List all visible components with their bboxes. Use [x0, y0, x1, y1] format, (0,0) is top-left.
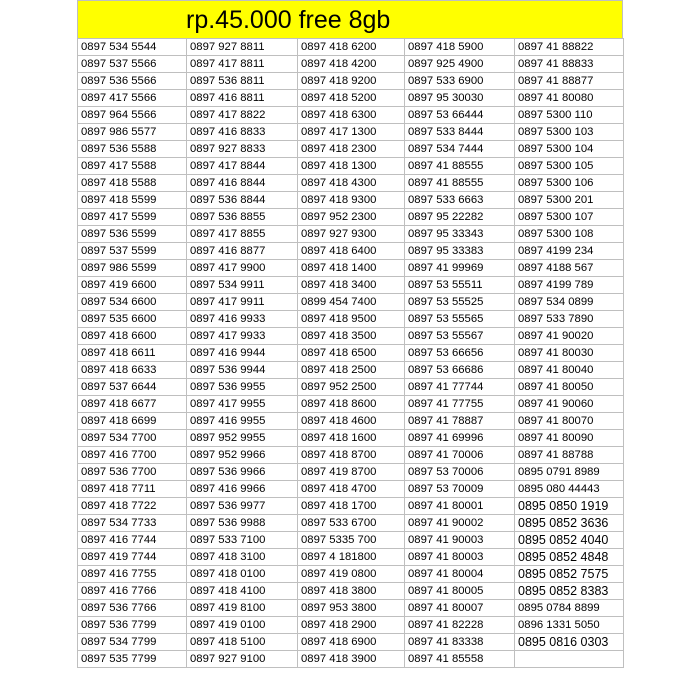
phone-number-table: [77, 38, 624, 668]
phone-number-cell: 0897 419 8100: [187, 600, 298, 617]
phone-number-cell: 0897 952 2500: [298, 379, 405, 396]
phone-number-cell: 0897 41 88788: [515, 447, 624, 464]
phone-number-cell: 0897 417 8822: [187, 107, 298, 124]
phone-number-cell: 0897 537 5599: [78, 243, 187, 260]
table-row: [78, 396, 624, 413]
phone-number-cell: 0897 418 8600: [298, 396, 405, 413]
phone-number-cell: 0897 537 5566: [78, 56, 187, 73]
phone-number-cell: 0897 5300 107: [515, 209, 624, 226]
phone-number-cell: 0897 534 7733: [78, 515, 187, 532]
table-row: [78, 583, 624, 600]
phone-number-cell: 0897 419 7744: [78, 549, 187, 566]
phone-number-cell: 0897 536 9988: [187, 515, 298, 532]
phone-number-cell: 0897 41 88822: [515, 39, 624, 56]
phone-number-cell: 0897 418 1300: [298, 158, 405, 175]
phone-number-cell: 0897 986 5577: [78, 124, 187, 141]
phone-number-cell: 0897 419 8700: [298, 464, 405, 481]
table-row: [78, 277, 624, 294]
phone-number-cell: 0897 4199 234: [515, 243, 624, 260]
phone-number-cell: 0897 418 3100: [187, 549, 298, 566]
phone-number-cell: 0897 41 80080: [515, 90, 624, 107]
phone-number-cell: 0897 418 6677: [78, 396, 187, 413]
phone-number-cell: 0897 537 6644: [78, 379, 187, 396]
phone-number-cell: 0897 534 7700: [78, 430, 187, 447]
phone-number-cell: 0897 5300 105: [515, 158, 624, 175]
table-row: [78, 294, 624, 311]
phone-number-cell: 0897 535 6600: [78, 311, 187, 328]
phone-number-cell: 0897 41 80040: [515, 362, 624, 379]
phone-number-cell: 0897 418 2300: [298, 141, 405, 158]
phone-number-cell: 0897 41 80050: [515, 379, 624, 396]
phone-number-cell: 0897 536 7700: [78, 464, 187, 481]
phone-number-cell: 0897 418 6699: [78, 413, 187, 430]
phone-number-cell: 0897 418 2900: [298, 617, 405, 634]
phone-number-cell: 0897 416 9955: [187, 413, 298, 430]
table-row: [78, 90, 624, 107]
phone-number-cell: 0896 1331 5050: [515, 617, 624, 634]
phone-number-cell: 0897 418 0100: [187, 566, 298, 583]
phone-number-cell: 0897 41 80070: [515, 413, 624, 430]
table-row: [78, 107, 624, 124]
phone-number-cell: 0897 41 70006: [405, 447, 515, 464]
phone-number-cell: 0897 418 1700: [298, 498, 405, 515]
phone-number-cell: 0897 927 8811: [187, 39, 298, 56]
phone-number-cell: 0897 534 6600: [78, 294, 187, 311]
phone-number-cell: 0897 41 80001: [405, 498, 515, 515]
phone-number-cell: 0897 41 88555: [405, 175, 515, 192]
phone-number-cell: 0897 95 22282: [405, 209, 515, 226]
phone-number-cell: 0897 418 3800: [298, 583, 405, 600]
phone-number-cell: 0897 417 1300: [298, 124, 405, 141]
phone-number-cell: 0897 418 3900: [298, 651, 405, 668]
phone-number-cell: 0897 418 5100: [187, 634, 298, 651]
phone-number-cell: 0897 533 6663: [405, 192, 515, 209]
phone-number-cell: 0897 418 8700: [298, 447, 405, 464]
phone-number-cell: 0897 417 8855: [187, 226, 298, 243]
phone-number-cell: 0897 416 8877: [187, 243, 298, 260]
phone-number-cell: 0897 417 5588: [78, 158, 187, 175]
table-row: [78, 617, 624, 634]
phone-number-cell: 0897 416 8833: [187, 124, 298, 141]
phone-number-cell: 0897 41 80003: [405, 549, 515, 566]
phone-number-cell: 0897 416 9933: [187, 311, 298, 328]
table-row: [78, 226, 624, 243]
phone-number-cell: 0897 418 6600: [78, 328, 187, 345]
phone-number-cell: 0895 0784 8899: [515, 600, 624, 617]
table-row: [78, 260, 624, 277]
phone-number-cell: 0897 41 78887: [405, 413, 515, 430]
phone-number-cell: 0897 533 7100: [187, 532, 298, 549]
phone-number-cell: 0897 927 9100: [187, 651, 298, 668]
phone-number-cell: 0897 418 3400: [298, 277, 405, 294]
phone-number-cell: 0897 418 6633: [78, 362, 187, 379]
phone-number-cell: 0897 416 7744: [78, 532, 187, 549]
phone-number-cell: 0897 416 8811: [187, 90, 298, 107]
phone-number-cell: 0895 0852 3636: [515, 515, 624, 532]
phone-number-cell: 0897 41 88833: [515, 56, 624, 73]
phone-number-cell: 0897 418 1600: [298, 430, 405, 447]
phone-number-cell: 0897 417 9900: [187, 260, 298, 277]
phone-number-cell: 0897 41 99969: [405, 260, 515, 277]
phone-number-cell: 0897 986 5599: [78, 260, 187, 277]
phone-number-cell: 0897 41 80090: [515, 430, 624, 447]
table-row: [78, 243, 624, 260]
phone-number-cell: 0897 95 33383: [405, 243, 515, 260]
phone-number-cell: 0897 418 1400: [298, 260, 405, 277]
page-title: rp.45.000 free 8gb: [186, 6, 391, 34]
phone-number-cell: 0897 418 7711: [78, 481, 187, 498]
phone-number-cell: 0897 418 2500: [298, 362, 405, 379]
phone-number-cell: 0897 4 181800: [298, 549, 405, 566]
phone-number-rows: [78, 39, 624, 668]
phone-number-cell: 0899 454 7400: [298, 294, 405, 311]
table-row: [78, 328, 624, 345]
phone-number-cell: 0897 95 33343: [405, 226, 515, 243]
phone-number-cell: 0897 964 5566: [78, 107, 187, 124]
phone-number-cell: 0897 533 6700: [298, 515, 405, 532]
table-row: [78, 379, 624, 396]
phone-number-cell: 0897 925 4900: [405, 56, 515, 73]
phone-number-cell: 0897 418 6200: [298, 39, 405, 56]
table-row: [78, 209, 624, 226]
phone-number-cell: 0897 418 5900: [405, 39, 515, 56]
phone-number-cell: 0897 416 9966: [187, 481, 298, 498]
phone-number-cell: 0897 418 6400: [298, 243, 405, 260]
phone-number-cell: 0897 5300 108: [515, 226, 624, 243]
phone-number-cell: 0897 533 7890: [515, 311, 624, 328]
phone-number-cell: 0897 41 80005: [405, 583, 515, 600]
phone-number-cell: 0897 418 3500: [298, 328, 405, 345]
phone-number-cell: 0897 41 90020: [515, 328, 624, 345]
phone-number-cell: 0897 418 5599: [78, 192, 187, 209]
phone-number-cell: 0897 53 70006: [405, 464, 515, 481]
phone-number-cell: 0897 53 55567: [405, 328, 515, 345]
phone-number-cell: 0897 418 5200: [298, 90, 405, 107]
phone-number-cell: 0895 0791 8989: [515, 464, 624, 481]
phone-number-cell: 0897 53 55525: [405, 294, 515, 311]
table-row: [78, 39, 624, 56]
phone-number-cell: 0897 53 70009: [405, 481, 515, 498]
phone-number-cell: 0897 418 6900: [298, 634, 405, 651]
table-row: [78, 600, 624, 617]
phone-number-cell: 0897 536 5588: [78, 141, 187, 158]
phone-number-cell: 0897 41 88877: [515, 73, 624, 90]
table-row: [78, 73, 624, 90]
phone-number-cell: 0897 418 4200: [298, 56, 405, 73]
table-row: [78, 651, 624, 668]
phone-number-cell: 0897 41 90003: [405, 532, 515, 549]
phone-number-cell: 0897 53 66656: [405, 345, 515, 362]
phone-number-cell: 0897 416 7755: [78, 566, 187, 583]
phone-number-cell: 0897 418 9500: [298, 311, 405, 328]
table-row: [78, 549, 624, 566]
phone-number-cell: 0897 418 4300: [298, 175, 405, 192]
phone-number-cell: 0897 535 7799: [78, 651, 187, 668]
phone-number-cell: 0897 418 9200: [298, 73, 405, 90]
phone-number-cell: 0897 5300 106: [515, 175, 624, 192]
phone-number-cell: 0897 418 5588: [78, 175, 187, 192]
table-row: [78, 192, 624, 209]
phone-number-cell: 0897 419 0800: [298, 566, 405, 583]
phone-number-cell: 0897 41 90060: [515, 396, 624, 413]
table-row: [78, 311, 624, 328]
phone-number-cell: 0895 0852 4040: [515, 532, 624, 549]
phone-number-cell: 0897 536 8811: [187, 73, 298, 90]
phone-number-cell: 0897 53 55565: [405, 311, 515, 328]
table-row: [78, 413, 624, 430]
phone-number-cell: 0897 536 9966: [187, 464, 298, 481]
phone-number-cell: [515, 651, 624, 668]
table-row: [78, 481, 624, 498]
phone-number-cell: 0895 0850 1919: [515, 498, 624, 515]
phone-number-cell: 0897 41 69996: [405, 430, 515, 447]
table-row: [78, 634, 624, 651]
phone-number-cell: 0897 4188 567: [515, 260, 624, 277]
phone-number-cell: 0897 53 55511: [405, 277, 515, 294]
phone-number-cell: 0897 533 8444: [405, 124, 515, 141]
phone-number-cell: 0897 416 8844: [187, 175, 298, 192]
phone-number-cell: 0897 41 82228: [405, 617, 515, 634]
phone-number-cell: 0897 417 9911: [187, 294, 298, 311]
phone-number-cell: 0897 952 9966: [187, 447, 298, 464]
phone-number-cell: 0897 5300 103: [515, 124, 624, 141]
phone-number-cell: 0897 418 4700: [298, 481, 405, 498]
phone-number-cell: 0897 927 8833: [187, 141, 298, 158]
phone-number-cell: 0897 416 7700: [78, 447, 187, 464]
phone-number-cell: 0897 418 4600: [298, 413, 405, 430]
phone-number-cell: 0897 41 77744: [405, 379, 515, 396]
phone-number-cell: 0897 41 88555: [405, 158, 515, 175]
phone-number-cell: 0897 5300 104: [515, 141, 624, 158]
phone-number-cell: 0897 534 5544: [78, 39, 187, 56]
phone-number-cell: 0897 41 77755: [405, 396, 515, 413]
phone-number-cell: 0897 534 0899: [515, 294, 624, 311]
phone-number-cell: 0897 533 6900: [405, 73, 515, 90]
phone-number-cell: 0897 952 2300: [298, 209, 405, 226]
table-row: [78, 158, 624, 175]
phone-number-cell: 0897 416 7766: [78, 583, 187, 600]
phone-number-cell: 0897 536 9944: [187, 362, 298, 379]
phone-number-cell: 0897 419 6600: [78, 277, 187, 294]
phone-number-cell: 0897 41 83338: [405, 634, 515, 651]
phone-number-cell: 0897 536 8844: [187, 192, 298, 209]
phone-number-cell: 0897 418 7722: [78, 498, 187, 515]
table-row: [78, 498, 624, 515]
table-row: [78, 141, 624, 158]
table-row: [78, 515, 624, 532]
phone-number-cell: 0897 927 9300: [298, 226, 405, 243]
phone-number-cell: 0897 41 85558: [405, 651, 515, 668]
phone-number-cell: 0897 418 4100: [187, 583, 298, 600]
phone-number-cell: 0897 5300 110: [515, 107, 624, 124]
phone-number-cell: 0897 416 9944: [187, 345, 298, 362]
phone-number-cell: 0897 41 80007: [405, 600, 515, 617]
phone-number-cell: 0895 0852 8383: [515, 583, 624, 600]
table-row: [78, 430, 624, 447]
phone-number-cell: 0897 418 6500: [298, 345, 405, 362]
table-row: [78, 532, 624, 549]
phone-number-cell: 0897 536 8855: [187, 209, 298, 226]
phone-number-cell: 0897 536 5599: [78, 226, 187, 243]
phone-number-cell: 0897 41 80030: [515, 345, 624, 362]
phone-number-cell: 0897 534 9911: [187, 277, 298, 294]
phone-number-cell: 0897 41 80004: [405, 566, 515, 583]
table-row: [78, 566, 624, 583]
table-row: [78, 345, 624, 362]
phone-number-cell: 0895 080 44443: [515, 481, 624, 498]
phone-number-cell: 0897 417 5566: [78, 90, 187, 107]
price-list-sheet: [77, 0, 623, 668]
table-row: [78, 362, 624, 379]
phone-number-cell: 0897 536 7766: [78, 600, 187, 617]
phone-number-cell: 0897 417 5599: [78, 209, 187, 226]
title-banner: [77, 0, 623, 38]
phone-number-cell: 0897 418 6300: [298, 107, 405, 124]
phone-number-cell: 0897 536 9977: [187, 498, 298, 515]
phone-number-cell: 0897 534 7444: [405, 141, 515, 158]
phone-number-cell: 0897 953 3800: [298, 600, 405, 617]
phone-number-cell: 0897 419 0100: [187, 617, 298, 634]
phone-number-cell: 0897 53 66444: [405, 107, 515, 124]
phone-number-cell: 0897 417 8844: [187, 158, 298, 175]
phone-number-cell: 0897 417 9955: [187, 396, 298, 413]
phone-number-cell: 0895 0852 4848: [515, 549, 624, 566]
table-row: [78, 124, 624, 141]
phone-number-cell: 0897 418 9300: [298, 192, 405, 209]
phone-number-cell: 0897 417 9933: [187, 328, 298, 345]
table-row: [78, 175, 624, 192]
phone-number-cell: 0895 0852 7575: [515, 566, 624, 583]
phone-number-cell: 0897 4199 789: [515, 277, 624, 294]
table-row: [78, 464, 624, 481]
phone-number-cell: 0897 536 9955: [187, 379, 298, 396]
table-row: [78, 56, 624, 73]
phone-number-cell: 0895 0816 0303: [515, 634, 624, 651]
phone-number-cell: 0897 5335 700: [298, 532, 405, 549]
table-row: [78, 447, 624, 464]
phone-number-cell: 0897 5300 201: [515, 192, 624, 209]
phone-number-cell: 0897 536 5566: [78, 73, 187, 90]
phone-number-cell: 0897 534 7799: [78, 634, 187, 651]
phone-number-cell: 0897 952 9955: [187, 430, 298, 447]
phone-number-cell: 0897 53 66686: [405, 362, 515, 379]
phone-number-cell: 0897 418 6611: [78, 345, 187, 362]
phone-number-cell: 0897 95 30030: [405, 90, 515, 107]
phone-number-cell: 0897 536 7799: [78, 617, 187, 634]
phone-number-cell: 0897 41 90002: [405, 515, 515, 532]
phone-number-cell: 0897 417 8811: [187, 56, 298, 73]
